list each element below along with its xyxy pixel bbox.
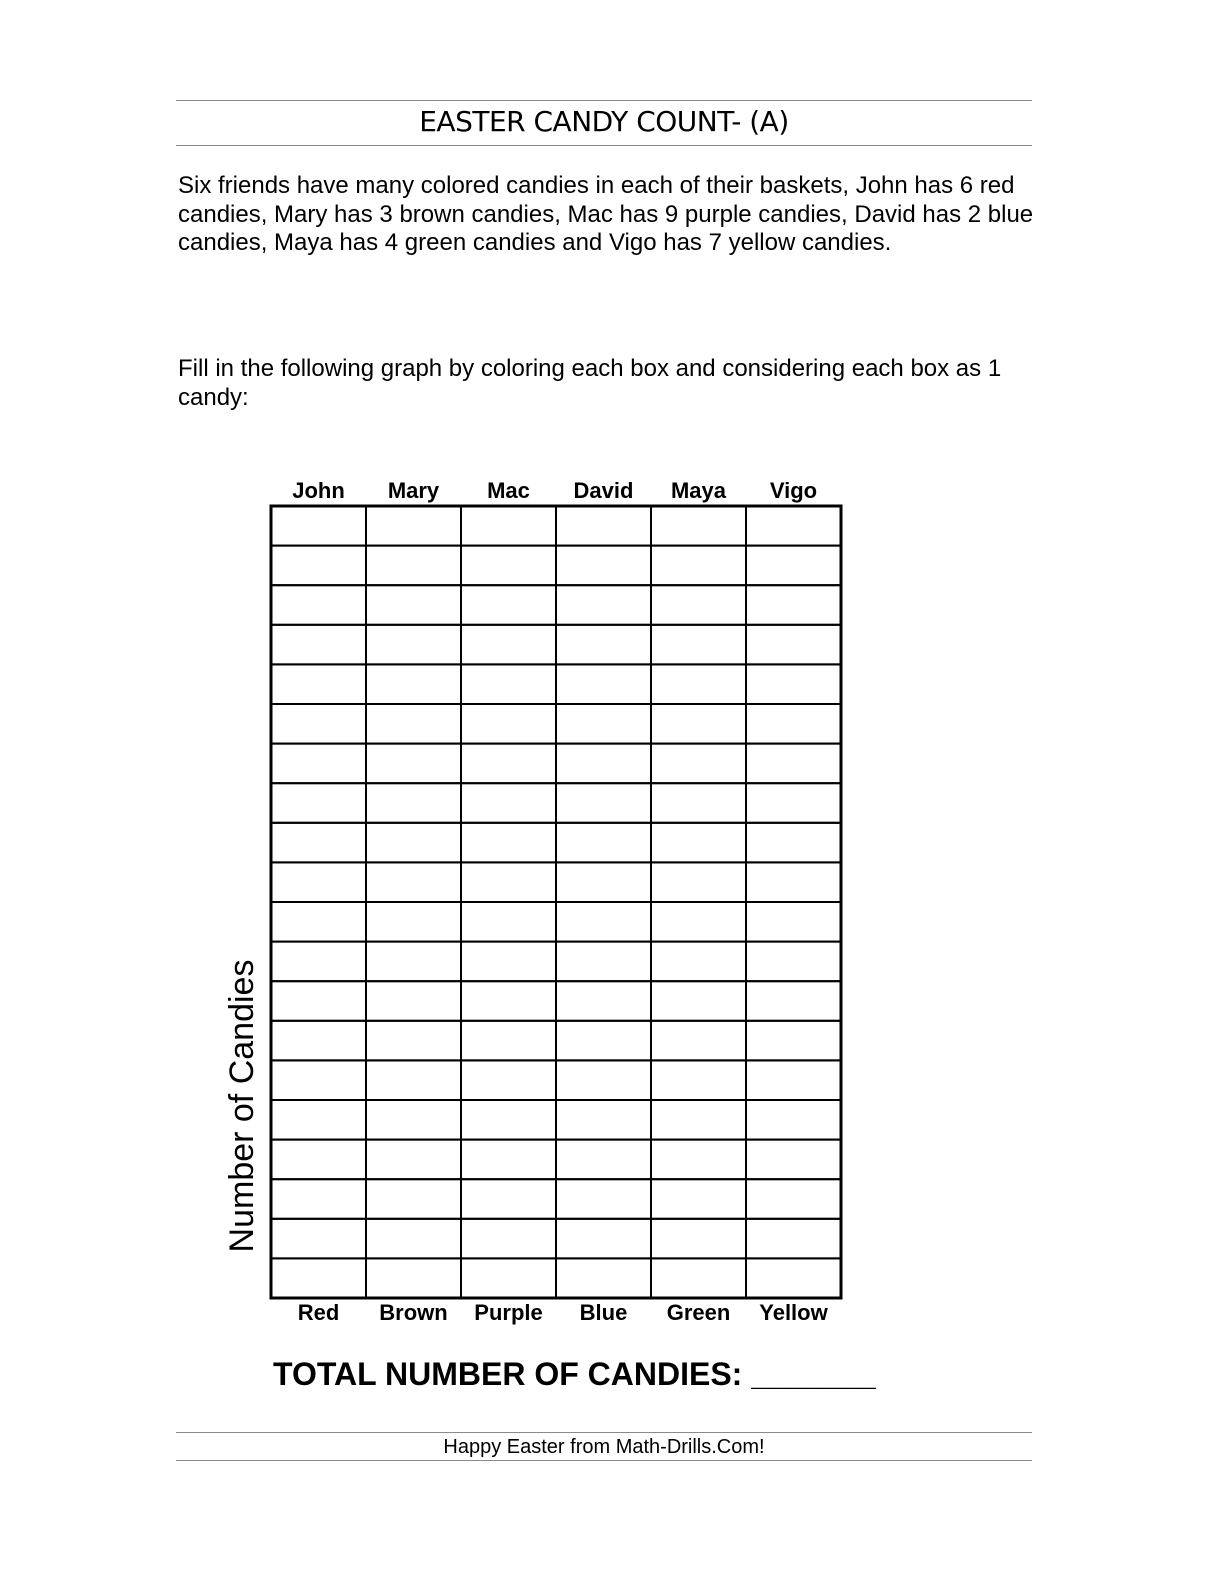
graph-cell (556, 1219, 651, 1259)
graph-cell (366, 704, 461, 744)
graph-cell (556, 1060, 651, 1100)
graph-cell (461, 862, 556, 902)
graph-cell (461, 1100, 556, 1140)
graph-cell (461, 1258, 556, 1298)
instructions-paragraph: Fill in the following graph by coloring each box and considering each box as 1 candy: (178, 355, 1002, 411)
graph-cell (461, 1219, 556, 1259)
graph-cell (746, 546, 841, 586)
graph-cell (651, 1140, 746, 1180)
graph-cell (746, 942, 841, 982)
graph-cell (746, 1179, 841, 1219)
graph-cell (271, 1060, 366, 1100)
graph-cell (366, 942, 461, 982)
graph-cell (271, 902, 366, 942)
graph-cell (651, 862, 746, 902)
graph-cell (746, 862, 841, 902)
graph-cell (556, 546, 651, 586)
graph-cell (271, 862, 366, 902)
graph-cell (461, 1179, 556, 1219)
graph-cell (556, 506, 651, 546)
graph-cell (366, 1060, 461, 1100)
graph-cell (461, 506, 556, 546)
graph-cell (271, 942, 366, 982)
graph-cell (556, 942, 651, 982)
graph-cell (651, 1021, 746, 1061)
column-color-label: Brown (379, 1300, 448, 1325)
footer-bottom-rule (176, 1460, 1032, 1461)
graph-cell (651, 1258, 746, 1298)
column-name-label: David (573, 478, 634, 503)
graph-cell (556, 902, 651, 942)
graph-cell (746, 506, 841, 546)
column-name-label: Mac (487, 478, 530, 503)
graph-cell (461, 744, 556, 784)
graph-cell (746, 1060, 841, 1100)
graph-cell (271, 1258, 366, 1298)
graph-cell (746, 823, 841, 863)
graph-cell (556, 981, 651, 1021)
graph-cell (556, 704, 651, 744)
graph-cell (651, 664, 746, 704)
graph-cell (366, 1219, 461, 1259)
graph-cell (366, 1179, 461, 1219)
column-name-label: Mary (387, 478, 440, 503)
graph-cell (651, 981, 746, 1021)
graph-cell (271, 1219, 366, 1259)
graph-cell (366, 625, 461, 665)
graph-cell (461, 942, 556, 982)
column-color-label: Green (666, 1300, 731, 1325)
graph-cell (366, 1100, 461, 1140)
graph-cell (746, 704, 841, 744)
graph-cell (746, 625, 841, 665)
graph-cell (651, 823, 746, 863)
graph-cell (746, 1021, 841, 1061)
graph-cell (271, 664, 366, 704)
graph-cell (651, 744, 746, 784)
graph-cell (556, 1179, 651, 1219)
column-color-label: Yellow (759, 1300, 828, 1325)
y-axis-label: Number of Candies (223, 959, 261, 1253)
graph-cell (366, 823, 461, 863)
column-name-label: Maya (670, 478, 727, 503)
column-name-label: Vigo (769, 478, 818, 503)
graph-cell (651, 546, 746, 586)
graph-cell (461, 664, 556, 704)
graph-cell (651, 902, 746, 942)
graph-cell (271, 1100, 366, 1140)
graph-cell (651, 783, 746, 823)
graph-cell (746, 981, 841, 1021)
graph-cell (556, 1258, 651, 1298)
graph-cell (746, 585, 841, 625)
footer-text: Happy Easter from Math-Drills.Com! (443, 1436, 765, 1458)
graph-cell (651, 625, 746, 665)
graph-cell (651, 704, 746, 744)
graph-cell (746, 1140, 841, 1180)
graph-cell (271, 1021, 366, 1061)
graph-cell (366, 1258, 461, 1298)
graph-cell (366, 506, 461, 546)
graph-cell (556, 1140, 651, 1180)
graph-cell (271, 744, 366, 784)
graph-cell (366, 664, 461, 704)
page-title: EASTER CANDY COUNT- (A) (419, 105, 789, 138)
graph-cell (461, 783, 556, 823)
graph-cell (271, 1179, 366, 1219)
column-color-label: Purple (474, 1300, 543, 1325)
graph-cell (461, 823, 556, 863)
column-name-label: John (292, 478, 345, 503)
graph-cell (746, 902, 841, 942)
graph-cell (556, 823, 651, 863)
graph-cell (366, 1021, 461, 1061)
graph-cell (556, 664, 651, 704)
graph-cell (556, 625, 651, 665)
graph-cell (651, 585, 746, 625)
column-color-label: Blue (579, 1300, 628, 1325)
graph-cell (366, 546, 461, 586)
graph-cell (271, 823, 366, 863)
graph-cell (556, 1100, 651, 1140)
graph-cell (461, 1140, 556, 1180)
graph-cell (461, 1060, 556, 1100)
graph-cell (366, 744, 461, 784)
graph-cell (366, 981, 461, 1021)
graph-cell (461, 981, 556, 1021)
graph-cell (366, 585, 461, 625)
graph-cell (746, 1219, 841, 1259)
graph-cell (651, 942, 746, 982)
graph-cell (271, 981, 366, 1021)
graph-cell (556, 783, 651, 823)
intro-paragraph: Six friends have many colored candies in each of their baskets, John has 6 red candies, Mary has 3 brown candies, Mac has 9 purple candies, David has 2 blue candies, Maya has 4 green candies and Vigo has 7 yellow candies. (178, 172, 1034, 256)
graph-cell (271, 585, 366, 625)
graph-cell (366, 862, 461, 902)
footer-top-rule (176, 1432, 1032, 1433)
graph-cell (461, 585, 556, 625)
graph-cell (366, 783, 461, 823)
graph-cell (271, 625, 366, 665)
graph-cell (366, 902, 461, 942)
graph-cell (556, 744, 651, 784)
graph-cell (651, 506, 746, 546)
graph-cell (651, 1060, 746, 1100)
graph-cell (461, 625, 556, 665)
graph-cell (746, 744, 841, 784)
graph-cell (271, 506, 366, 546)
graph-cell (271, 1140, 366, 1180)
graph-cell (556, 862, 651, 902)
graph-cell (271, 704, 366, 744)
total-candies-label: TOTAL NUMBER OF CANDIES: _______ (273, 1356, 876, 1392)
graph-cell (651, 1219, 746, 1259)
graph-cell (461, 704, 556, 744)
graph-cell (461, 1021, 556, 1061)
graph-cell (461, 546, 556, 586)
graph-cell (746, 1100, 841, 1140)
graph-cell (746, 664, 841, 704)
graph-cell (556, 1021, 651, 1061)
graph-cell (271, 783, 366, 823)
graph-cell (366, 1140, 461, 1180)
graph-cell (746, 1258, 841, 1298)
graph-cell (461, 902, 556, 942)
graph-cell (746, 783, 841, 823)
graph-cell (651, 1179, 746, 1219)
column-color-label: Red (297, 1300, 340, 1325)
graph-cell (271, 546, 366, 586)
graph-cell (556, 585, 651, 625)
graph-cell (651, 1100, 746, 1140)
